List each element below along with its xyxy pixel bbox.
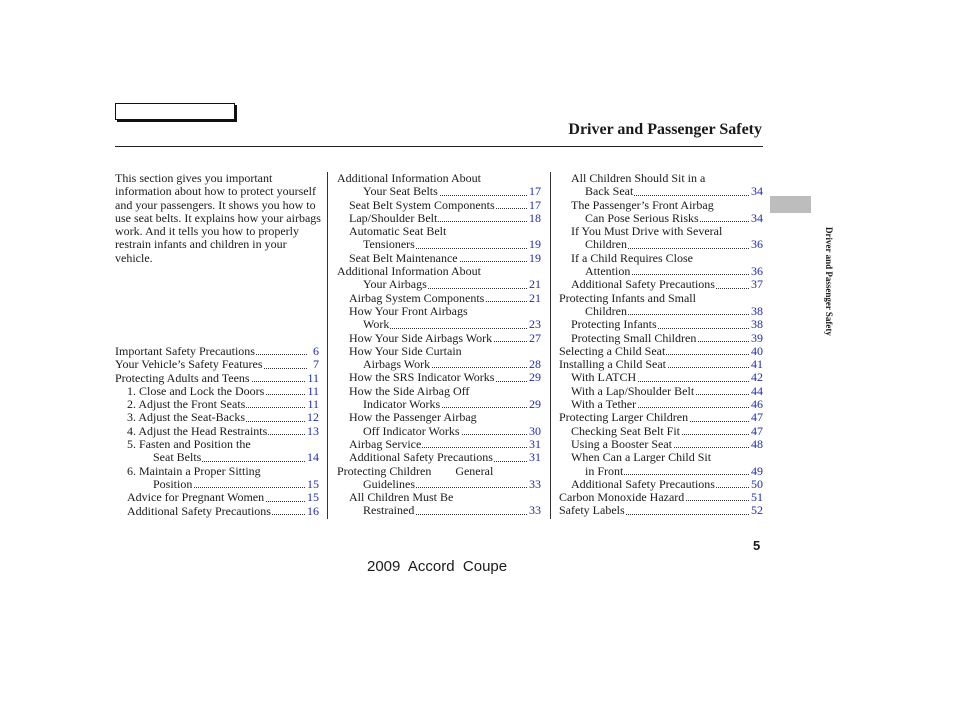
toc-page-link[interactable]: 6 [313, 344, 319, 358]
toc-page-link[interactable]: 30 [529, 423, 541, 438]
toc-entry-title: 6. Maintain a Proper Sitting [127, 463, 261, 478]
toc-page-link[interactable]: 36 [751, 237, 763, 252]
toc-entry-title: Checking Seat Belt Fit [571, 423, 680, 438]
toc-entry-title: If a Child Requires Close [571, 250, 693, 265]
toc-entry-title: How Your Front Airbags [349, 303, 468, 318]
toc-entry[interactable] [115, 478, 319, 491]
page-title: Driver and Passenger Safety [568, 121, 762, 138]
toc-entry [559, 199, 763, 212]
toc-entry [337, 305, 541, 318]
toc-entry-title: Children [585, 303, 627, 318]
toc-page-link[interactable]: 38 [751, 317, 763, 332]
toc-entry[interactable] [115, 491, 319, 504]
toc-page-link[interactable]: 34 [751, 184, 763, 199]
toc-page-link[interactable]: 19 [529, 237, 541, 252]
toc-entry-title: Airbag Service [349, 436, 422, 451]
toc-entry-title: 2. Adjust the Front Seats [127, 397, 246, 412]
toc-entry-title: Lap/Shoulder Belt [349, 210, 438, 225]
toc-entry-title: Your Seat Belts [363, 184, 438, 199]
toc-entry [337, 172, 541, 185]
toc-entry-title: The Passenger’s Front Airbag [571, 197, 714, 212]
toc-page-link[interactable]: 19 [529, 250, 541, 265]
toc-page-link[interactable]: 33 [529, 503, 541, 518]
section-tab [770, 196, 811, 213]
footer-model: 2009 Accord Coupe [367, 558, 508, 575]
toc-entry[interactable] [559, 265, 763, 278]
toc-entry [337, 345, 541, 358]
toc-entry[interactable] [337, 252, 541, 265]
toc-entry[interactable] [559, 398, 763, 411]
toc-entry[interactable] [559, 238, 763, 251]
toc-entry-title: How the Side Airbag Off [349, 383, 470, 398]
toc-entry-title: Protecting Children General [337, 463, 494, 478]
toc-entry-title: Additional Information About [337, 171, 481, 185]
toc-entry[interactable] [337, 425, 541, 438]
toc-entry-title: Additional Safety Precautions [349, 450, 493, 465]
toc-entry[interactable] [115, 358, 319, 371]
toc-entry-title: Children [585, 237, 627, 252]
toc-entry [559, 252, 763, 265]
toc-column-3 [559, 172, 763, 518]
toc-entry-title: How Your Side Airbags Work [349, 330, 493, 345]
toc-entry[interactable] [337, 278, 541, 291]
toc-entry[interactable] [559, 385, 763, 398]
toc-entry[interactable] [337, 478, 541, 491]
toc-page-link[interactable]: 44 [751, 383, 763, 398]
toc-entry[interactable] [115, 372, 319, 385]
toc-entry-title: If You Must Drive with Several [571, 224, 723, 239]
toc-entry[interactable] [115, 451, 319, 464]
toc-page-link[interactable]: 11 [307, 370, 319, 385]
toc-page-link[interactable]: 17 [529, 184, 541, 199]
toc-entry-title: Airbag System Components [349, 290, 485, 305]
toc-column-2 [337, 172, 541, 518]
toc-entry[interactable] [559, 212, 763, 225]
toc-page-link[interactable]: 14 [307, 450, 319, 465]
toc-entry [559, 451, 763, 464]
toc-entry-title: Carbon Monoxide Hazard [559, 490, 685, 505]
toc-page-link[interactable]: 12 [307, 410, 319, 425]
toc-page-link[interactable]: 33 [529, 476, 541, 491]
toc-entry-title: 5. Fasten and Position the [127, 437, 251, 452]
section-tab-label: Driver and Passenger Safety [824, 227, 834, 336]
toc-entry[interactable] [559, 438, 763, 451]
toc-page-link[interactable]: 42 [751, 370, 763, 385]
toc-entry-title: Restrained [363, 503, 415, 518]
toc-page-link[interactable]: 11 [307, 397, 319, 412]
toc-entry[interactable] [115, 425, 319, 438]
toc-page-link[interactable]: 34 [751, 210, 763, 225]
toc-page-link[interactable]: 40 [751, 343, 763, 358]
toc-entry-title: Automatic Seat Belt [349, 224, 447, 239]
toc-entry[interactable] [337, 199, 541, 212]
toc-page-link[interactable]: 46 [751, 397, 763, 412]
toc-entry[interactable] [559, 411, 763, 424]
toc-entry[interactable] [337, 238, 541, 251]
toc-entry-title: Using a Booster Seat [571, 436, 672, 451]
column-divider [327, 172, 328, 519]
toc-entry-title: How Your Side Curtain [349, 343, 462, 358]
toc-entry [115, 465, 319, 478]
toc-entry [559, 172, 763, 185]
toc-entry-title: Seat Belt Maintenance [349, 250, 458, 265]
toc-page-link[interactable]: 47 [751, 410, 763, 425]
toc-entry[interactable] [559, 318, 763, 331]
toc-entry[interactable] [115, 385, 319, 398]
toc-page-link[interactable]: 15 [307, 490, 319, 505]
toc-page-link[interactable]: 18 [529, 210, 541, 225]
toc-entry-title: Protecting Infants and Small [559, 290, 696, 305]
toc-entry[interactable] [559, 504, 763, 517]
toc-entry-title: Your Vehicle’s Safety Features [115, 357, 263, 372]
toc-entry-title: When Can a Larger Child Sit [571, 450, 712, 465]
toc-entry-title: Important Safety Precautions [115, 344, 255, 358]
toc-entry-title: Seat Belts [153, 450, 202, 465]
toc-entry-title: 1. Close and Lock the Doors [127, 383, 265, 398]
toc-entry[interactable] [559, 425, 763, 438]
toc-entry [559, 225, 763, 238]
toc-page-link[interactable]: 50 [751, 476, 763, 491]
toc-entry-title: Off Indicator Works [363, 423, 460, 438]
toc-entry[interactable] [559, 305, 763, 318]
toc-entry-title: Seat Belt System Components [349, 197, 495, 212]
toc-entry[interactable] [559, 371, 763, 384]
toc-page-link[interactable]: 17 [529, 197, 541, 212]
toc-entry [337, 465, 541, 478]
toc-entry-title: How the SRS Indicator Works [349, 370, 495, 385]
page-number: 5 [753, 538, 761, 553]
toc-page-link[interactable]: 47 [751, 423, 763, 438]
toc-entry[interactable] [115, 411, 319, 424]
toc-entry-title: Indicator Works [363, 397, 441, 412]
toc-entry[interactable] [337, 332, 541, 345]
toc-entry[interactable] [115, 398, 319, 411]
toc-entry-title: Additional Safety Precautions [571, 476, 715, 491]
toc-entry-title: Tensioners [363, 237, 415, 252]
toc-entry[interactable] [559, 345, 763, 358]
toc-page-link[interactable]: 21 [529, 277, 541, 292]
toc-entry [337, 265, 541, 278]
toc-entry-title: Protecting Larger Children [559, 410, 689, 425]
toc-entry-title: Safety Labels [559, 503, 625, 518]
toc-entry-title: Installing a Child Seat [559, 357, 666, 372]
toc-page-link[interactable]: 23 [529, 317, 541, 332]
toc-page-link[interactable]: 7 [313, 357, 319, 372]
header-blank-box [115, 103, 235, 120]
toc-entry-title: With a Lap/Shoulder Belt [571, 383, 695, 398]
toc-entry[interactable] [337, 398, 541, 411]
intro-paragraph: This section gives you important information about how to protect yourself and your passengers. It shows you how to use seat belts. It explains how your airbags work. And it tells you how to properly restrain infants and children in your vehicle. [115, 171, 321, 265]
toc-entry-title: How the Passenger Airbag [349, 410, 477, 425]
toc-page-link[interactable]: 11 [307, 383, 319, 398]
toc-entry-title: Position [153, 476, 193, 491]
toc-page-link[interactable]: 15 [307, 476, 319, 491]
toc-page-link[interactable]: 31 [529, 450, 541, 465]
toc-entry-title: 3. Adjust the Seat-Backs [127, 410, 245, 425]
toc-entry [337, 491, 541, 504]
header-rule [115, 146, 763, 147]
toc-entry [559, 292, 763, 305]
toc-entry-title: in Front [585, 463, 624, 478]
toc-page-link[interactable]: 52 [751, 503, 763, 518]
toc-page-link[interactable]: 39 [751, 330, 763, 345]
toc-entry[interactable] [559, 465, 763, 478]
toc-entry-title: Can Pose Serious Risks [585, 210, 699, 225]
toc-entry[interactable] [559, 332, 763, 345]
toc-entry[interactable] [559, 278, 763, 291]
toc-entry[interactable] [559, 491, 763, 504]
toc-entry[interactable] [115, 345, 319, 358]
toc-page-link[interactable]: 29 [529, 370, 541, 385]
toc-entry [337, 411, 541, 424]
toc-entry [337, 385, 541, 398]
toc-entry[interactable] [337, 504, 541, 517]
toc-entry-title: With LATCH [571, 370, 637, 385]
toc-entry[interactable] [337, 185, 541, 198]
toc-entry[interactable] [337, 318, 541, 331]
toc-entry[interactable] [337, 358, 541, 371]
toc-entry[interactable] [337, 292, 541, 305]
toc-page-link[interactable]: 31 [529, 436, 541, 451]
toc-entry-title: Airbags Work [363, 357, 431, 372]
toc-entry-title: All Children Must Be [349, 490, 454, 505]
toc-entry-title: Selecting a Child Seat [559, 343, 666, 358]
toc-entry-title: Additional Safety Precautions [127, 503, 271, 518]
toc-page-link[interactable]: 37 [751, 277, 763, 292]
toc-page-link[interactable]: 13 [307, 423, 319, 438]
toc-page-link[interactable]: 29 [529, 397, 541, 412]
toc-page-link[interactable]: 21 [529, 290, 541, 305]
toc-entry-title: Attention [585, 264, 631, 279]
toc-entry [115, 438, 319, 451]
toc-page-link[interactable]: 16 [307, 503, 319, 518]
toc-page-link[interactable]: 27 [529, 330, 541, 345]
column-divider [550, 172, 551, 519]
toc-page-link[interactable]: 28 [529, 357, 541, 372]
toc-entry [337, 225, 541, 238]
toc-entry[interactable] [337, 451, 541, 464]
toc-entry-title: Your Airbags [363, 277, 427, 292]
toc-entry[interactable] [337, 371, 541, 384]
toc-entry[interactable] [115, 505, 319, 518]
toc-entry[interactable] [337, 438, 541, 451]
toc-entry-title: Additional Information About [337, 264, 481, 279]
toc-page-link[interactable]: 38 [751, 303, 763, 318]
toc-entry-title: Advice for Pregnant Women [127, 490, 265, 505]
toc-entry-title: Protecting Infants [571, 317, 657, 332]
toc-entry[interactable] [559, 358, 763, 371]
toc-entry-title: Back Seat [585, 184, 634, 199]
toc-entry-title: Protecting Small Children [571, 330, 697, 345]
toc-entry-title: Protecting Adults and Teens [115, 370, 250, 385]
toc-page-link[interactable]: 48 [751, 436, 763, 451]
toc-entry-title: Guidelines [363, 476, 415, 491]
toc-entry-title: Work [363, 317, 390, 332]
toc-entry-title: With a Tether [571, 397, 637, 412]
toc-entry-title: All Children Should Sit in a [571, 171, 706, 185]
toc-entry[interactable] [559, 478, 763, 491]
toc-column-1 [115, 345, 319, 518]
toc-page-link[interactable]: 51 [751, 490, 763, 505]
toc-entry[interactable] [337, 212, 541, 225]
toc-entry[interactable] [559, 185, 763, 198]
toc-entry-title: 4. Adjust the Head Restraints [127, 423, 268, 438]
toc-page-link[interactable]: 49 [751, 463, 763, 478]
toc-page-link[interactable]: 41 [751, 357, 763, 372]
toc-entry-title: Additional Safety Precautions [571, 277, 715, 292]
toc-page-link[interactable]: 36 [751, 264, 763, 279]
